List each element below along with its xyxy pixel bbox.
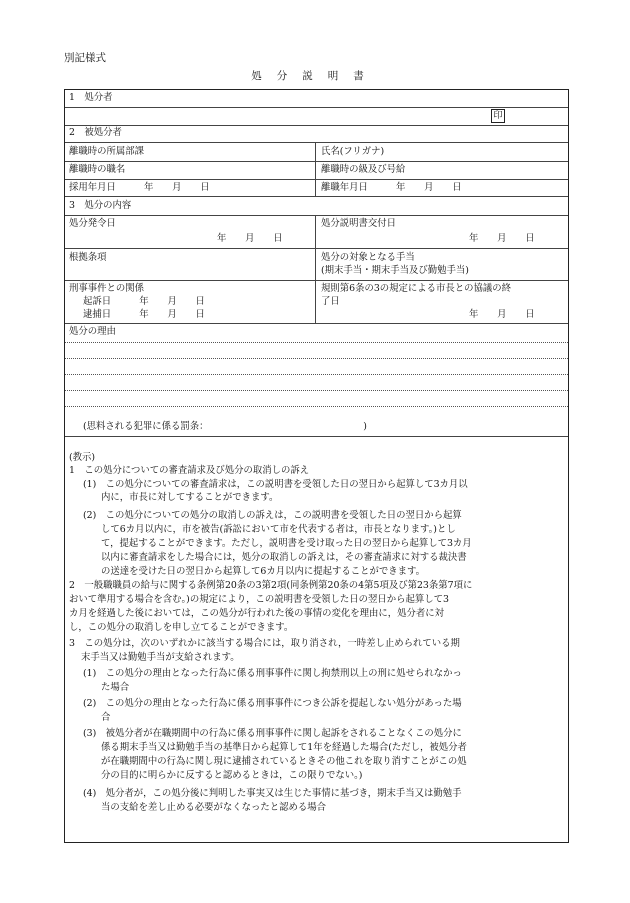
note-line: が在職期間中の行為に関し現に逮捕されているときその他これを取り消すことがこの処 bbox=[101, 756, 467, 767]
target-sub: (期末手当・期末手当及び勤勉手当) bbox=[321, 265, 469, 276]
note-line: 末手当又は勤勉手当が支給されます。 bbox=[81, 652, 240, 663]
divider bbox=[65, 125, 568, 126]
divider bbox=[315, 142, 316, 196]
divider bbox=[65, 107, 568, 108]
note-line: カ月を経過した後においては，この処分が行われた後の事情の変化を理由に，処分者に対 bbox=[69, 608, 445, 619]
divider bbox=[65, 215, 568, 216]
note-line: おいて準用する場合を含む。)の規定により，この説明書を受領した日の翌日から起算して3 bbox=[69, 594, 449, 605]
dept-label: 離職時の所属部課 bbox=[69, 146, 145, 157]
seal-box: 印 bbox=[491, 109, 505, 123]
leave-date-label: 離職年月日 年 月 日 bbox=[321, 182, 462, 193]
note-line: の送達を受けた日の翌日から起算して6カ月以内に提起することができます。 bbox=[101, 566, 425, 577]
arrest-date: 逮捕日 年 月 日 bbox=[83, 309, 205, 320]
indict-date: 起訴日 年 月 日 bbox=[83, 296, 205, 307]
note-line: (3) 被処分者が在職期間中の行為に係る刑事事件に関し起訴をされることなくこの処分に bbox=[83, 728, 462, 739]
note-line: (1) この処分についての審査請求は，この説明書を受領した日の翌日から起算して3カ月以 bbox=[83, 479, 468, 490]
divider bbox=[65, 196, 568, 197]
note-line: (4) 処分者が，この処分後に判明した事実又は生じた事情に基づき，期末手当又は勤勉手 bbox=[83, 788, 462, 799]
reason-line[interactable] bbox=[65, 358, 568, 359]
form-frame bbox=[64, 89, 569, 843]
note-line: し，この処分の取消しを申し立てることができます。 bbox=[69, 622, 294, 633]
consult-label-2: 了日 bbox=[321, 296, 340, 307]
target-label: 処分の対象となる手当 bbox=[321, 252, 415, 263]
divider bbox=[65, 179, 568, 180]
note-line: 合 bbox=[101, 712, 111, 723]
divider bbox=[65, 142, 568, 143]
form-label: 別記様式 bbox=[64, 52, 106, 64]
delivery-date-label: 処分説明書交付日 bbox=[321, 218, 397, 229]
criminal-label: 刑事事件との関係 bbox=[69, 283, 145, 294]
page-title: 処分説明書 bbox=[251, 70, 379, 82]
divider bbox=[315, 215, 316, 323]
section2-heading: 2 被処分者 bbox=[69, 127, 122, 138]
note-line: て，提起することができます。ただし，説明書を受け取った日の翌日から起算して3カ月 bbox=[101, 538, 472, 549]
note-line: 以内に審査請求をした場合には，処分の取消しの訴えは，その審査請求に対する裁決書 bbox=[101, 552, 467, 563]
hire-date-label: 採用年月日 年 月 日 bbox=[69, 182, 210, 193]
reason-line[interactable] bbox=[65, 374, 568, 375]
job-title-label: 離職時の職名 bbox=[69, 164, 126, 175]
reason-label: 処分の理由 bbox=[69, 326, 116, 337]
delivery-date-ymd: 年 月 日 bbox=[469, 233, 535, 244]
reason-line[interactable] bbox=[65, 342, 568, 343]
instructions-heading: (教示) bbox=[69, 452, 96, 463]
note-line: (2) この処分についての処分の取消しの訴えは，この説明書を受領した日の翌日から起算 bbox=[83, 510, 462, 521]
name-label: 氏名(フリガナ) bbox=[321, 146, 385, 157]
note-line: 内に，市長に対してすることができます。 bbox=[101, 492, 279, 503]
note-line: 3 この処分は，次のいずれかに該当する場合には，取り消され，一時差し止められている期 bbox=[69, 638, 460, 649]
note-line: 係る期末手当又は勤勉手当の基準日から起算して1年を経過した場合(ただし，被処分者 bbox=[101, 742, 467, 753]
reason-line[interactable] bbox=[65, 406, 568, 407]
note-line: 2 一般職職員の給与に関する条例第20条の3第2項(同条例第20条の4第5項及び第23条第7項に bbox=[69, 580, 473, 591]
basis-label: 根拠条項 bbox=[69, 252, 107, 263]
penalty-clause-label: (思料される犯罪に係る罰条： ) bbox=[83, 421, 367, 432]
section1-heading: 1 処分者 bbox=[69, 92, 113, 103]
note-line: (2) この処分の理由となった行為に係る刑事事件につき公訴を提起しない処分があった場 bbox=[83, 698, 462, 709]
consult-label: 規則第6条の3の規定による市長との協議の終 bbox=[321, 283, 512, 294]
divider bbox=[65, 248, 568, 249]
divider bbox=[65, 161, 568, 162]
grade-label: 離職時の級及び号給 bbox=[321, 164, 406, 175]
consult-date-ymd: 年 月 日 bbox=[469, 309, 535, 320]
divider bbox=[65, 323, 568, 324]
note-line: (1) この処分の理由となった行為に係る刑事事件に関し拘禁刑以上の刑に処せられなかっ bbox=[83, 668, 462, 679]
issue-date-label: 処分発令日 bbox=[69, 218, 116, 229]
note-line: 当の支給を差し止める必要がなくなったと認める場合 bbox=[101, 802, 327, 813]
issue-date-ymd: 年 月 日 bbox=[217, 233, 283, 244]
section3-heading: 3 処分の内容 bbox=[69, 200, 132, 211]
note-line: 1 この処分についての審査請求及び処分の取消しの訴え bbox=[69, 465, 310, 476]
divider bbox=[65, 436, 568, 437]
note-line: して6カ月以内に，市を被告(訴訟において市を代表する者は，市長となります。)とし bbox=[101, 524, 456, 535]
divider bbox=[65, 280, 568, 281]
reason-line[interactable] bbox=[65, 390, 568, 391]
note-line: た場合 bbox=[101, 682, 130, 693]
note-line: 分の目的に明らかに反すると認めるときは，この限りでない。) bbox=[101, 770, 363, 781]
